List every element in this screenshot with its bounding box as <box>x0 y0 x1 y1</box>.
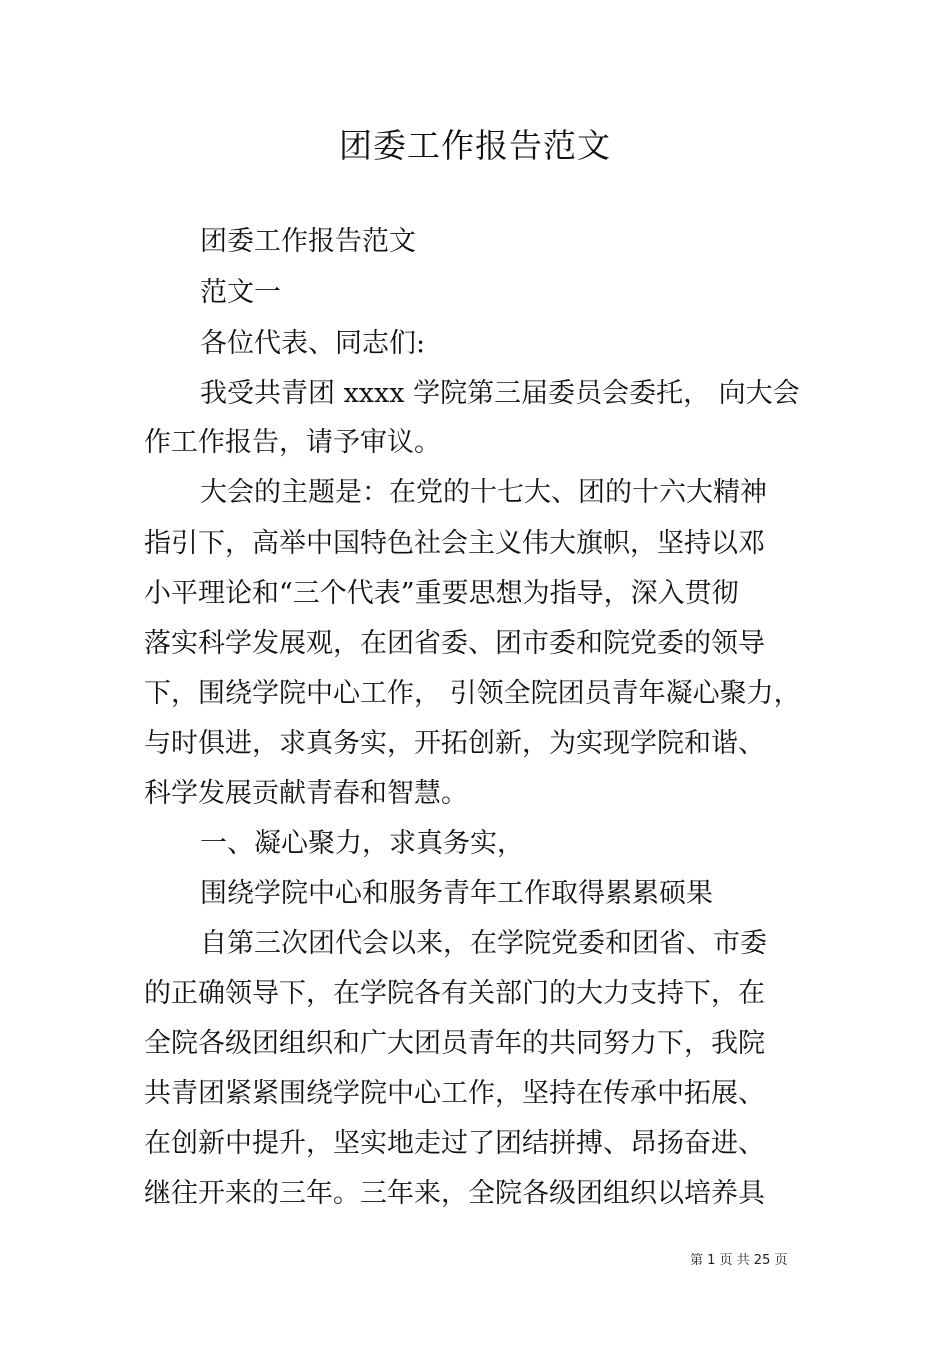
paragraph-line: 下，围绕学院中心工作， 引领全院团员青年凝心聚力， <box>144 678 801 709</box>
section-heading: 一、凝心聚力，求真务实， <box>200 828 524 859</box>
paragraph-line: 在创新中提升，坚实地走过了团结拼搏、昂扬奋进、 <box>144 1128 765 1159</box>
subtitle-line: 团委工作报告范文 <box>200 226 416 257</box>
paragraph-line: 继往开来的三年。三年来，全院各级团组织以培养具 <box>144 1178 765 1209</box>
paragraph-line: 指引下，高举中国特色社会主义伟大旗帜，坚持以邓 <box>144 528 765 559</box>
salutation-line: 各位代表、同志们: <box>200 328 426 359</box>
paragraph-line: 科学发展贡献青春和智慧。 <box>144 778 468 809</box>
paragraph-line: 与时俱进，求真务实，开拓创新，为实现学院和谐、 <box>144 728 765 759</box>
paragraph-line: 作工作报告，请予审议。 <box>144 427 441 458</box>
document-title: 团委工作报告范文 <box>339 126 611 165</box>
page-number: 第 1 页 共 25 页 <box>690 1253 788 1268</box>
section-label: 范文一 <box>200 277 281 308</box>
paragraph-line: 大会的主题是：在党的十七大、团的十六大精神 <box>200 477 767 508</box>
paragraph-line: 的正确领导下，在学院各有关部门的大力支持下，在 <box>144 978 765 1009</box>
paragraph-line: 全院各级团组织和广大团员青年的共同努力下，我院 <box>144 1028 765 1059</box>
paragraph-line: 落实科学发展观，在团省委、团市委和院党委的领导 <box>144 628 765 659</box>
paragraph-line: 小平理论和“三个代表”重要思想为指导，深入贯彻 <box>144 578 739 609</box>
paragraph-line: 自第三次团代会以来，在学院党委和团省、市委 <box>200 928 767 959</box>
paragraph-line: 共青团紧紧围绕学院中心工作，坚持在传承中拓展、 <box>144 1078 765 1109</box>
section-heading: 围绕学院中心和服务青年工作取得累累硕果 <box>200 878 713 909</box>
paragraph-line: 我受共青团 xxxx 学院第三届委员会委托， 向大会 <box>200 378 800 409</box>
